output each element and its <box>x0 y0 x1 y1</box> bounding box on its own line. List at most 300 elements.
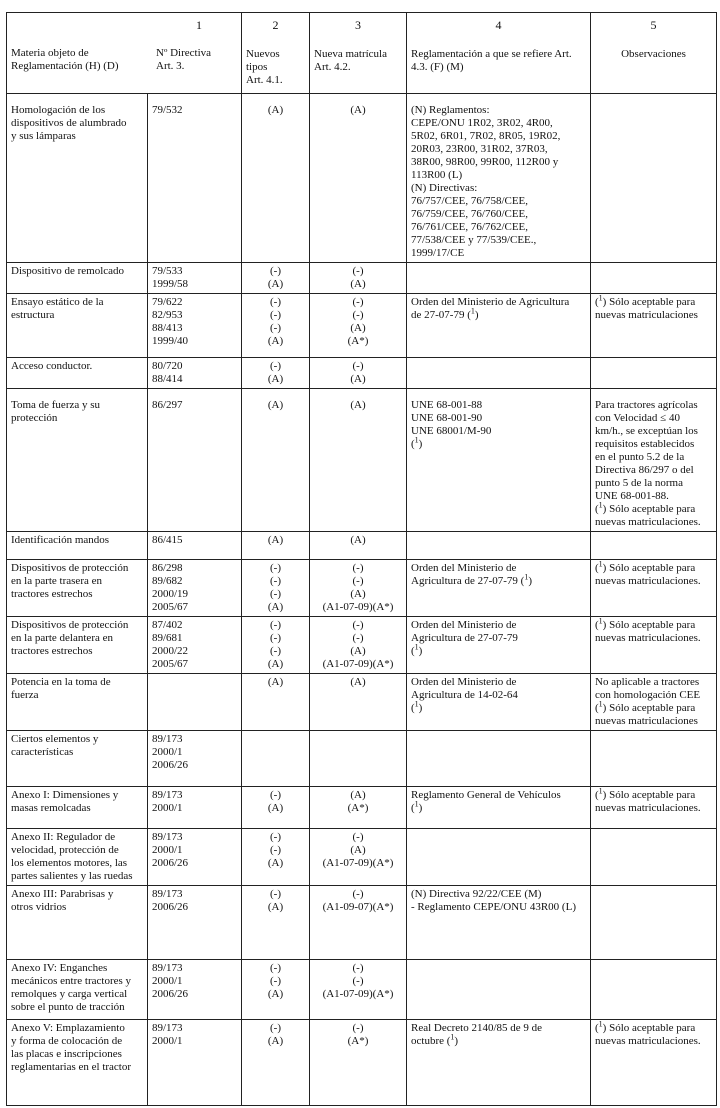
directivas-line: 2006/26 <box>152 857 189 869</box>
table-row <box>7 560 717 617</box>
cell-matricula <box>310 960 407 1020</box>
nuevos-line: (-) <box>270 296 281 308</box>
cell-nuevos <box>242 617 310 674</box>
materia-line: Potencia en la toma de <box>11 676 111 688</box>
directivas-line: 89/173 <box>152 1022 183 1034</box>
directivas-line: 79/622 <box>152 296 183 308</box>
observaciones-line: ($^1$) Sólo aceptable para <box>595 1019 696 1034</box>
reglamentacion-line: ($^1$) <box>411 642 423 657</box>
reglamentacion-line: Reglamento General de Vehículos <box>411 789 561 801</box>
directivas-line: 88/414 <box>152 373 183 385</box>
header-reglamentacion-line: Reglamentación a que se refiere Art. <box>411 48 572 60</box>
matricula-line: (-) <box>352 632 364 644</box>
cell-nuevos <box>242 960 310 1020</box>
directivas-line: 2000/1 <box>152 746 183 758</box>
matricula-line: (A) <box>350 399 366 411</box>
nuevos-line: (A) <box>267 802 284 814</box>
directivas-line: 89/173 <box>152 831 183 843</box>
nuevos-line: (-) <box>270 962 281 974</box>
directivas-line: 87/402 <box>152 619 183 631</box>
nuevos-line: (-) <box>270 575 281 587</box>
directivas-line: 89/173 <box>152 962 183 974</box>
observaciones-line: nuevas matriculaciones. <box>595 802 701 814</box>
nuevos-line: (A) <box>267 534 284 546</box>
observaciones-line: UNE 68-001-88. <box>595 490 669 502</box>
materia-line: y forma de colocación de <box>11 1035 123 1047</box>
cell-nuevos <box>242 787 310 829</box>
column-number-1: 1 <box>196 18 202 32</box>
cell-directivas <box>148 1020 242 1106</box>
header-matricula-line: Art. 4.2. <box>314 61 351 73</box>
reglamentacion-line: - Reglamento CEPE/ONU 43R00 (L) <box>411 901 576 913</box>
cell-materia <box>7 263 148 294</box>
nuevos-line: (-) <box>270 831 281 843</box>
observaciones-line: nuevas matriculaciones <box>595 309 698 321</box>
cell-nuevos <box>242 560 310 617</box>
matricula-line: (A) <box>350 588 366 600</box>
cell-materia <box>7 358 148 389</box>
table-row <box>7 94 717 263</box>
nuevos-line: (-) <box>270 322 281 334</box>
cell-observaciones <box>591 829 717 886</box>
materia-line: Anexo I: Dimensiones y <box>11 789 119 801</box>
matricula-line: (-) <box>352 265 364 277</box>
observaciones-line: nuevas matriculaciones. <box>595 1035 701 1047</box>
cell-observaciones <box>591 617 717 674</box>
materia-line: Anexo V: Emplazamiento <box>11 1022 125 1034</box>
matricula-line: (A1-09-07)(A*) <box>322 901 394 913</box>
matricula-line: (A) <box>350 322 366 334</box>
matricula-line: (-) <box>352 575 364 587</box>
cell-materia <box>7 617 148 674</box>
reglamentacion-line: ($^1$) <box>411 799 423 814</box>
directivas-line: 89/173 <box>152 789 183 801</box>
reglamentacion-line: de 27-07-79 ($^1$) <box>411 306 479 321</box>
directivas-line: 89/681 <box>152 632 183 644</box>
matricula-line: (A) <box>350 278 366 290</box>
nuevos-line: (A) <box>267 399 284 411</box>
cell-reglamentacion <box>407 294 591 358</box>
cell-reglamentacion <box>407 560 591 617</box>
cell-materia <box>7 94 148 263</box>
materia-line: tractores estrechos <box>11 645 93 657</box>
table-row <box>7 294 717 358</box>
nuevos-line: (-) <box>270 562 281 574</box>
reglamentacion-line: 76/757/CEE, 76/758/CEE, <box>411 195 529 207</box>
table-row <box>7 886 717 960</box>
cell-nuevos <box>242 263 310 294</box>
cell-observaciones <box>591 674 717 731</box>
materia-line: reglamentarias en el tractor <box>11 1061 132 1073</box>
table-row <box>7 389 717 532</box>
directivas-line: 2006/26 <box>152 901 189 913</box>
cell-nuevos <box>242 731 310 787</box>
reglamentacion-line: 76/759/CEE, 76/760/CEE, <box>411 208 529 220</box>
directivas-line: 89/682 <box>152 575 183 587</box>
cell-matricula <box>310 787 407 829</box>
matricula-line: (A1-07-09)(A*) <box>322 601 394 613</box>
matricula-line: (-) <box>352 562 364 574</box>
cell-directivas <box>148 787 242 829</box>
cell-matricula <box>310 886 407 960</box>
matricula-line: (A*) <box>347 802 369 814</box>
directivas-line: 2000/1 <box>152 1035 183 1047</box>
materia-line: partes salientes y las ruedas <box>11 870 133 882</box>
matricula-line: (A) <box>350 789 366 801</box>
cell-matricula <box>310 829 407 886</box>
observaciones-line: ($^1$) Sólo aceptable para <box>595 786 696 801</box>
matricula-line: (A*) <box>347 1035 369 1047</box>
materia-line: Homologación de los <box>11 104 106 116</box>
matricula-line: (-) <box>352 962 364 974</box>
reglamentacion-line: CEPE/ONU 1R02, 3R02, 4R00, <box>411 117 553 129</box>
reglamentacion-line: 76/761/CEE, 76/762/CEE, <box>411 221 529 233</box>
materia-line: velocidad, protección de <box>11 844 119 856</box>
header-materia <box>7 13 242 94</box>
reglamentacion-line: UNE 68-001-90 <box>411 412 483 424</box>
cell-matricula <box>310 358 407 389</box>
header-directiva-line: Nº Directiva <box>156 47 212 59</box>
table-row <box>7 960 717 1020</box>
cell-directivas <box>148 389 242 532</box>
materia-line: dispositivos de alumbrado <box>11 117 127 129</box>
cell-materia <box>7 674 148 731</box>
nuevos-line: (A) <box>267 278 284 290</box>
header-reglamentacion <box>407 13 591 94</box>
nuevos-line: (-) <box>270 619 281 631</box>
matricula-line: (-) <box>352 309 364 321</box>
materia-line: masas remolcadas <box>11 802 91 814</box>
materia-line: Anexo II: Regulador de <box>11 831 116 843</box>
header-nuevos-line: tipos <box>246 61 268 73</box>
directivas-line: 80/720 <box>152 360 183 372</box>
materia-line: en la parte delantera en <box>11 632 113 644</box>
cell-observaciones <box>591 886 717 960</box>
cell-matricula <box>310 263 407 294</box>
matricula-line: (-) <box>352 296 364 308</box>
directivas-line: 2000/1 <box>152 802 183 814</box>
header-matricula-line: Nueva matrícula <box>314 48 387 60</box>
cell-reglamentacion <box>407 674 591 731</box>
directivas-line: 88/413 <box>152 322 183 334</box>
nuevos-line: (A) <box>267 658 284 670</box>
observaciones-line: con Velocidad ≤ 40 <box>595 412 680 424</box>
table-row <box>7 1020 717 1106</box>
cell-observaciones <box>591 358 717 389</box>
observaciones-line: ($^1$) Sólo aceptable para <box>595 500 696 515</box>
cell-nuevos <box>242 1020 310 1106</box>
header-nuevos-line: Art. 4.1. <box>246 74 283 86</box>
directivas-line: 1999/58 <box>152 278 189 290</box>
observaciones-line: km/h., se exceptúan los <box>595 425 698 437</box>
materia-line: Dispositivo de remolcado <box>11 265 125 277</box>
cell-directivas <box>148 358 242 389</box>
nuevos-line: (A) <box>267 335 284 347</box>
regulation-table <box>6 12 717 1106</box>
materia-line: Identificación mandos <box>11 534 110 546</box>
column-number-5: 5 <box>650 18 657 32</box>
cell-nuevos <box>242 886 310 960</box>
reglamentacion-line: ($^1$) <box>411 699 423 714</box>
matricula-line: (-) <box>352 1022 364 1034</box>
cell-observaciones <box>591 263 717 294</box>
materia-line: remolques y carga vertical <box>11 988 128 1000</box>
nuevos-line: (-) <box>270 645 281 657</box>
cell-directivas <box>148 94 242 263</box>
materia-line: Ensayo estático de la <box>11 296 104 308</box>
table-row <box>7 829 717 886</box>
directivas-line: 86/298 <box>152 562 183 574</box>
observaciones-line: nuevas matriculaciones. <box>595 575 701 587</box>
cell-directivas <box>148 560 242 617</box>
materia-line: las placas e inscripciones <box>11 1048 122 1060</box>
cell-materia <box>7 886 148 960</box>
cell-reglamentacion <box>407 886 591 960</box>
cell-directivas <box>148 731 242 787</box>
reglamentacion-line: Agricultura de 14-02-64 <box>411 689 518 701</box>
observaciones-line: con homologación CEE <box>595 689 701 701</box>
observaciones-line: punto 5 de la norma <box>595 477 683 489</box>
materia-line: Toma de fuerza y su <box>11 399 101 411</box>
materia-line: los elementos motores, las <box>11 857 128 869</box>
table-row <box>7 532 717 560</box>
cell-reglamentacion <box>407 787 591 829</box>
cell-observaciones <box>591 787 717 829</box>
directivas-line: 2006/26 <box>152 759 189 771</box>
reglamentacion-line: (N) Directiva 92/22/CEE (M) <box>411 888 542 900</box>
cell-observaciones <box>591 94 717 263</box>
cell-reglamentacion <box>407 1020 591 1106</box>
matricula-line: (A) <box>350 676 366 688</box>
matricula-line: (-) <box>352 888 364 900</box>
cell-reglamentacion <box>407 960 591 1020</box>
cell-reglamentacion <box>407 617 591 674</box>
observaciones-line: nuevas matriculaciones. <box>595 632 701 644</box>
cell-directivas <box>148 886 242 960</box>
observaciones-line: ($^1$) Sólo aceptable para <box>595 293 696 308</box>
cell-directivas <box>148 263 242 294</box>
observaciones-line: requisitos establecidos <box>595 438 695 450</box>
cell-directivas <box>148 674 242 731</box>
materia-line: Acceso conductor. <box>11 360 93 372</box>
cell-materia <box>7 1020 148 1106</box>
table-row <box>7 674 717 731</box>
directivas-line: 2006/26 <box>152 988 189 1000</box>
cell-directivas <box>148 960 242 1020</box>
directivas-line: 2000/1 <box>152 844 183 856</box>
cell-nuevos <box>242 294 310 358</box>
matricula-line: (-) <box>352 619 364 631</box>
cell-materia <box>7 294 148 358</box>
nuevos-line: (-) <box>270 888 281 900</box>
directivas-line: 2005/67 <box>152 658 189 670</box>
matricula-line: (A*) <box>347 335 369 347</box>
directivas-line: 86/297 <box>152 399 183 411</box>
cell-reglamentacion <box>407 94 591 263</box>
reglamentacion-line: 38R00, 98R00, 99R00, 112R00 y <box>411 156 559 168</box>
materia-line: Dispositivos de protección <box>11 619 129 631</box>
directivas-line: 2000/22 <box>152 645 189 657</box>
directivas-line: 89/173 <box>152 888 183 900</box>
directivas-line: 86/415 <box>152 534 183 546</box>
nuevos-line: (A) <box>267 988 284 1000</box>
column-number-3: 3 <box>355 18 361 32</box>
materia-line: tractores estrechos <box>11 588 93 600</box>
cell-reglamentacion <box>407 829 591 886</box>
observaciones-line: ($^1$) Sólo aceptable para <box>595 559 696 574</box>
cell-observaciones <box>591 389 717 532</box>
directivas-line: 2000/1 <box>152 975 183 987</box>
materia-line: sobre el punto de tracción <box>11 1001 125 1013</box>
reglamentacion-line: Orden del Ministerio de <box>411 562 517 574</box>
reglamentacion-line: Agricultura de 27-07-79 ($^1$) <box>411 572 533 587</box>
observaciones-line: ($^1$) Sólo aceptable para <box>595 699 696 714</box>
matricula-line: (-) <box>352 360 364 372</box>
reglamentacion-line: Orden del Ministerio de Agricultura <box>411 296 570 308</box>
cell-observaciones <box>591 731 717 787</box>
nuevos-line: (-) <box>270 309 281 321</box>
reglamentacion-line: Real Decreto 2140/85 de 9 de <box>411 1022 543 1034</box>
reglamentacion-line: UNE 68-001-88 <box>411 399 483 411</box>
header-reglamentacion-line: 4.3. (F) (M) <box>411 61 464 73</box>
reglamentacion-line: (N) Directivas: <box>411 182 478 194</box>
nuevos-line: (A) <box>267 373 284 385</box>
reglamentacion-line: 113R00 (L) <box>411 169 463 181</box>
nuevos-line: (A) <box>267 857 284 869</box>
matricula-line: (A1-07-09)(A*) <box>322 658 394 670</box>
observaciones-line: Directiva 86/297 o del <box>595 464 694 476</box>
nuevos-line: (A) <box>267 601 284 613</box>
directivas-line: 79/532 <box>152 104 183 116</box>
materia-line: Anexo III: Parabrisas y <box>11 888 114 900</box>
table-row <box>7 263 717 294</box>
directivas-line: 82/953 <box>152 309 183 321</box>
header-matricula <box>310 13 407 94</box>
cell-observaciones <box>591 960 717 1020</box>
reglamentacion-line: (N) Reglamentos: <box>411 104 490 116</box>
cell-nuevos <box>242 532 310 560</box>
directivas-line: 1999/40 <box>152 335 189 347</box>
cell-directivas <box>148 617 242 674</box>
reglamentacion-line: ($^1$) <box>411 435 423 450</box>
table-row <box>7 787 717 829</box>
nuevos-line: (-) <box>270 588 281 600</box>
cell-nuevos <box>242 674 310 731</box>
matricula-line: (-) <box>352 975 364 987</box>
observaciones-line: nuevas matriculaciones. <box>595 516 701 528</box>
cell-matricula <box>310 389 407 532</box>
header-nuevos-line: Nuevos <box>246 48 280 60</box>
nuevos-line: (A) <box>267 901 284 913</box>
nuevos-line: (-) <box>270 360 281 372</box>
nuevos-line: (-) <box>270 1022 281 1034</box>
reglamentacion-line: 20R03, 23R00, 31R02, 37R03, <box>411 143 548 155</box>
cell-observaciones <box>591 1020 717 1106</box>
materia-line: fuerza <box>11 689 39 701</box>
matricula-line: (-) <box>352 831 364 843</box>
nuevos-line: (-) <box>270 632 281 644</box>
directivas-line: 2005/67 <box>152 601 189 613</box>
materia-line: estructura <box>11 309 55 321</box>
reglamentacion-line: 5R02, 6R01, 7R02, 8R05, 19R02, <box>411 130 561 142</box>
column-number-4: 4 <box>495 18 502 32</box>
cell-materia <box>7 532 148 560</box>
observaciones-line: Para tractores agrícolas <box>595 399 698 411</box>
matricula-line: (A1-07-09)(A*) <box>322 988 394 1000</box>
column-number-2: 2 <box>272 18 279 32</box>
header-directiva-line: Art. 3. <box>156 60 185 72</box>
cell-matricula <box>310 674 407 731</box>
cell-materia <box>7 829 148 886</box>
materia-line: otros vidrios <box>11 901 67 913</box>
materia-line: Anexo IV: Enganches <box>11 962 108 974</box>
cell-reglamentacion <box>407 731 591 787</box>
directivas-line: 2000/19 <box>152 588 189 600</box>
reglamentacion-line: octubre ($^1$) <box>411 1032 459 1047</box>
nuevos-line: (A) <box>267 1035 284 1047</box>
header-observaciones <box>591 13 717 94</box>
cell-matricula <box>310 731 407 787</box>
matricula-line: (A) <box>350 104 366 116</box>
table-body <box>7 13 717 1106</box>
nuevos-line: (A) <box>267 676 284 688</box>
cell-directivas <box>148 532 242 560</box>
matricula-line: (A) <box>350 534 366 546</box>
cell-reglamentacion <box>407 532 591 560</box>
directivas-line: 89/173 <box>152 733 183 745</box>
cell-matricula <box>310 560 407 617</box>
reglamentacion-line: Orden del Ministerio de <box>411 619 517 631</box>
cell-reglamentacion <box>407 358 591 389</box>
materia-line: Dispositivos de protección <box>11 562 129 574</box>
reglamentacion-line: 77/538/CEE y 77/539/CEE., <box>411 234 537 246</box>
cell-observaciones <box>591 532 717 560</box>
cell-observaciones <box>591 560 717 617</box>
materia-line: mecánicos entre tractores y <box>11 975 132 987</box>
observaciones-line: nuevas matriculaciones <box>595 715 698 727</box>
cell-materia <box>7 787 148 829</box>
table-row <box>7 731 717 787</box>
nuevos-line: (-) <box>270 844 281 856</box>
cell-matricula <box>310 532 407 560</box>
cell-directivas <box>148 829 242 886</box>
cell-matricula <box>310 1020 407 1106</box>
table-row <box>7 358 717 389</box>
header-observaciones-label: Observaciones <box>621 48 686 60</box>
cell-matricula <box>310 617 407 674</box>
header-materia-line: Reglamentación (H) (D) <box>11 60 119 72</box>
table-row <box>7 617 717 674</box>
matricula-line: (A1-07-09)(A*) <box>322 857 394 869</box>
nuevos-line: (A) <box>267 104 284 116</box>
cell-materia <box>7 731 148 787</box>
observaciones-line: en el punto 5.2 de la <box>595 451 685 463</box>
nuevos-line: (-) <box>270 975 281 987</box>
reglamentacion-line: Agricultura de 27-07-79 <box>411 632 518 644</box>
cell-reglamentacion <box>407 389 591 532</box>
cell-reglamentacion <box>407 263 591 294</box>
cell-matricula <box>310 94 407 263</box>
cell-nuevos <box>242 94 310 263</box>
reglamentacion-line: Orden del Ministerio de <box>411 676 517 688</box>
cell-materia <box>7 960 148 1020</box>
cell-materia <box>7 389 148 532</box>
reglamentacion-line: 1999/17/CE <box>411 247 465 259</box>
matricula-line: (A) <box>350 844 366 856</box>
reglamentacion-line: UNE 68001/M-90 <box>411 425 492 437</box>
materia-line: en la parte trasera en <box>11 575 102 587</box>
header-nuevos <box>242 13 310 94</box>
